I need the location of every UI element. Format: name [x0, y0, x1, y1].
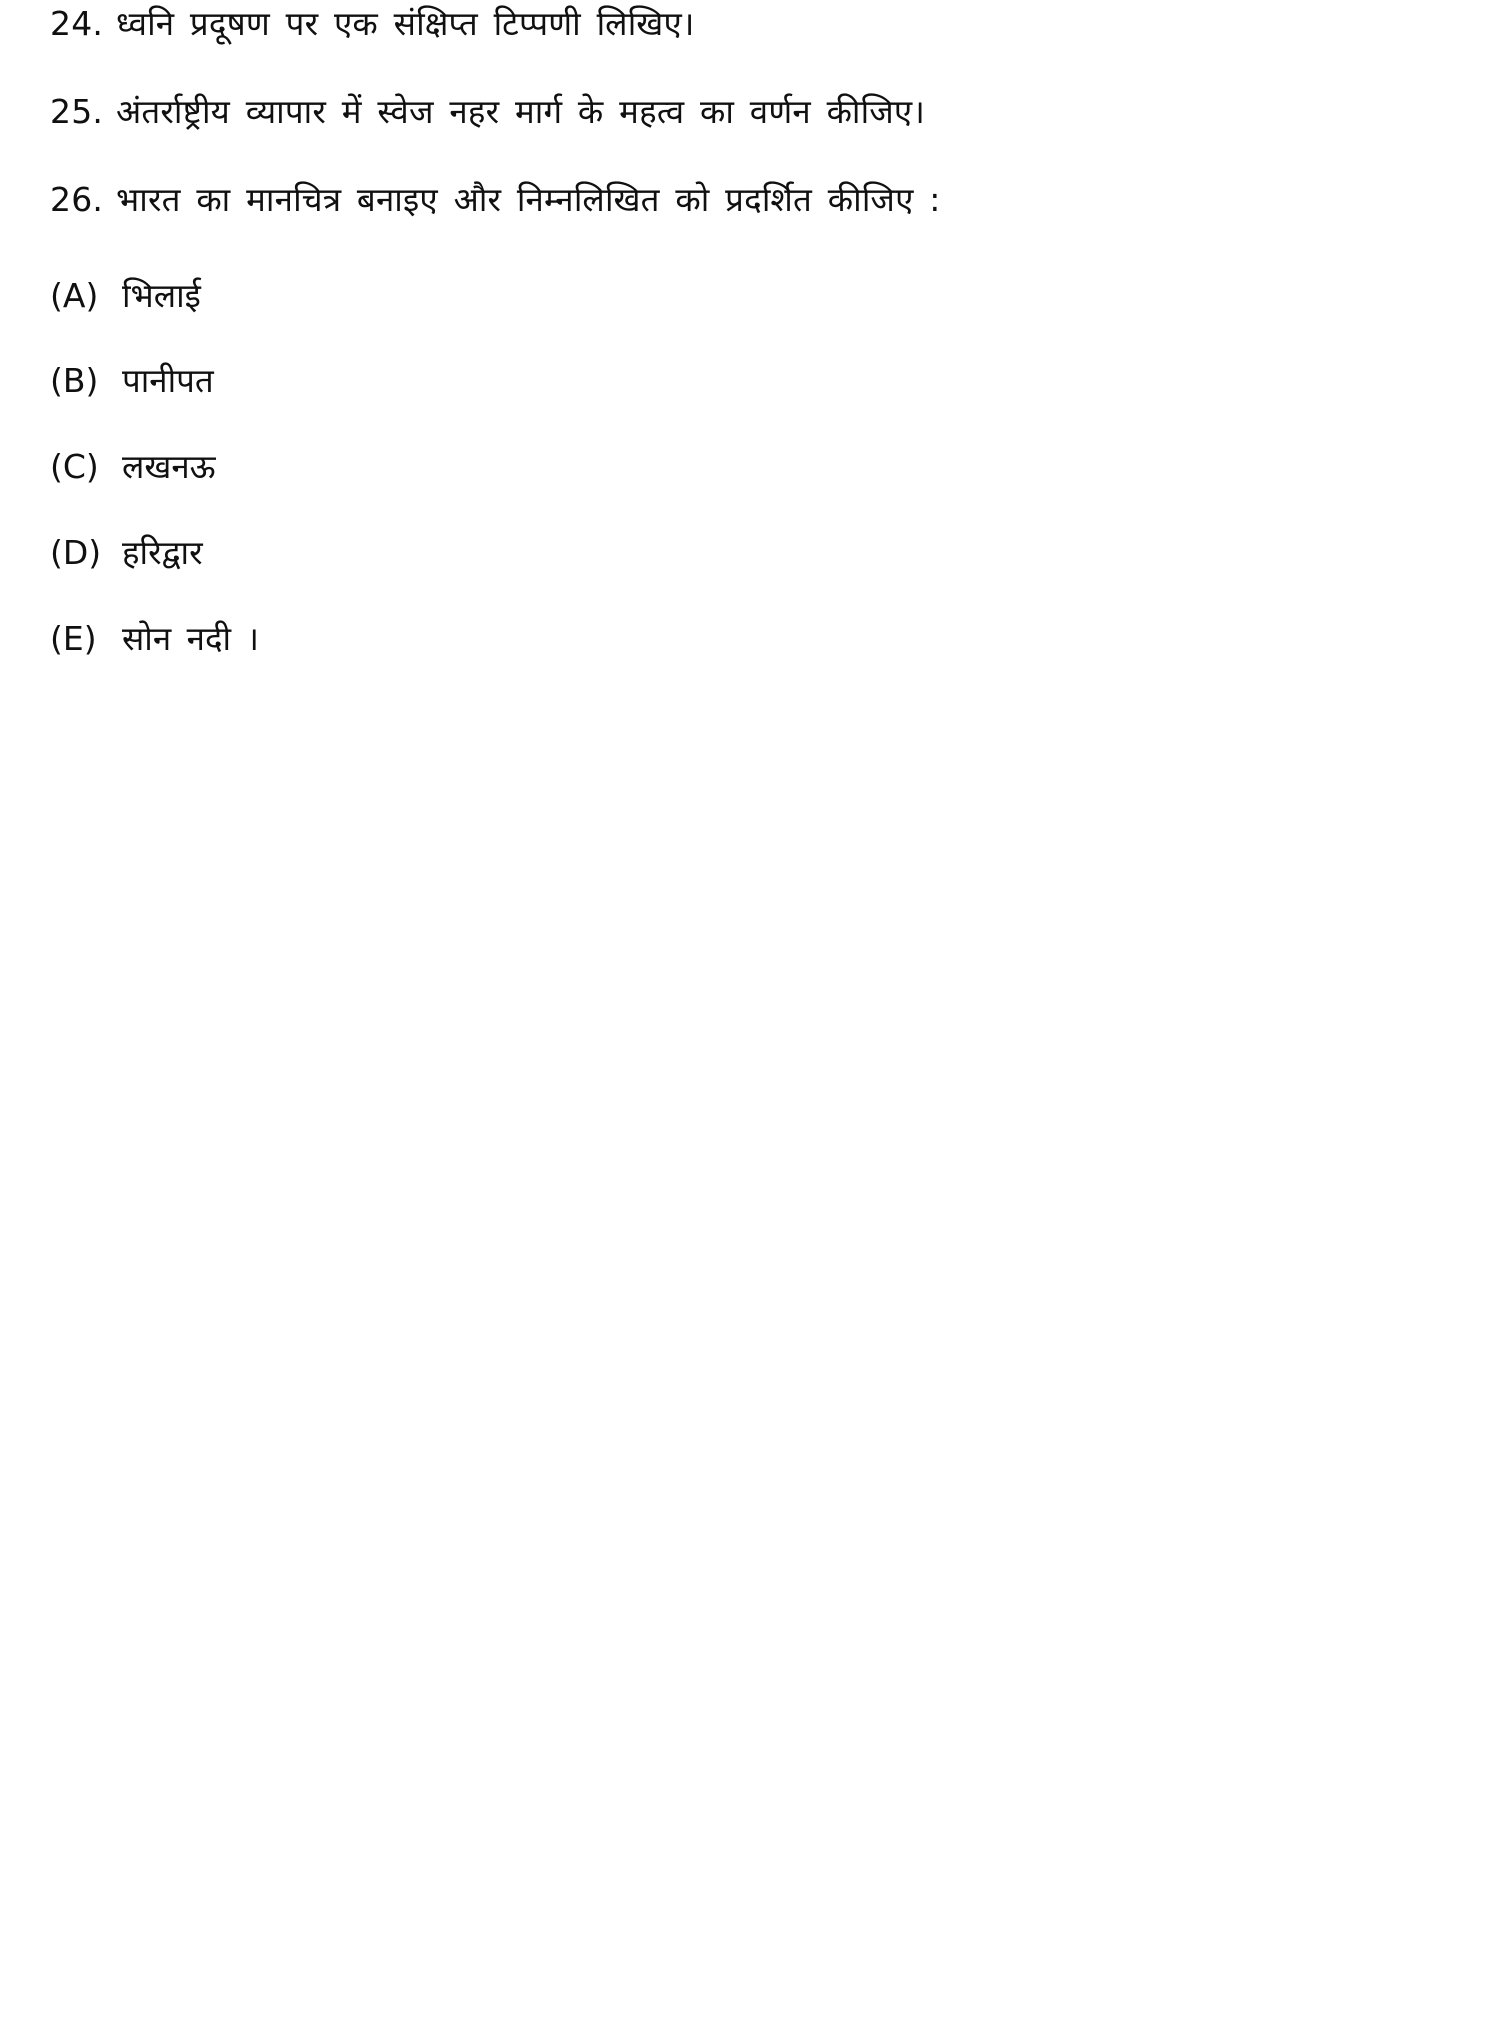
- option-label: (A): [50, 275, 99, 315]
- option-item-e: [50, 615, 1440, 663]
- question-item-25: [50, 88, 1440, 136]
- option-item-b: [50, 357, 1440, 405]
- question-text: भारत का मानचित्र बनाइए और निम्नलिखित को प्रदर्शित कीजिए :: [116, 179, 941, 219]
- option-item-c: [50, 443, 1440, 491]
- option-label: (C): [50, 447, 99, 487]
- question-number: 26.: [50, 179, 104, 219]
- question-number: 24.: [50, 4, 104, 43]
- line-spacer: [50, 74, 1440, 88]
- question-text: अंतर्राष्ट्रीय व्यापार में स्वेज नहर मार्ग के महत्व का वर्णन कीजिए।: [116, 91, 926, 131]
- line-spacer: [50, 515, 1440, 529]
- option-text: सोन नदी ।: [122, 618, 260, 658]
- option-text: हरिद्वार: [122, 533, 203, 573]
- line-spacer: [50, 162, 1440, 176]
- option-label: (D): [50, 533, 102, 573]
- line-spacer: [50, 601, 1440, 615]
- section-spacer: [50, 250, 1440, 272]
- question-item-24: [50, 0, 1440, 48]
- question-list: [50, 0, 1440, 687]
- line-spacer: [50, 429, 1440, 443]
- option-text: पानीपत: [122, 361, 214, 401]
- option-text: भिलाई: [122, 275, 201, 315]
- option-item-d: [50, 529, 1440, 577]
- option-label: (E): [50, 618, 97, 658]
- option-label: (B): [50, 361, 99, 401]
- option-item-a: [50, 272, 1440, 320]
- question-number: 25.: [50, 91, 104, 131]
- option-text: लखनऊ: [122, 447, 216, 487]
- question-text: ध्वनि प्रदूषण पर एक संक्षिप्त टिप्पणी लिखिए।: [116, 4, 695, 43]
- question-item-26: [50, 176, 1440, 224]
- line-spacer: [50, 343, 1440, 357]
